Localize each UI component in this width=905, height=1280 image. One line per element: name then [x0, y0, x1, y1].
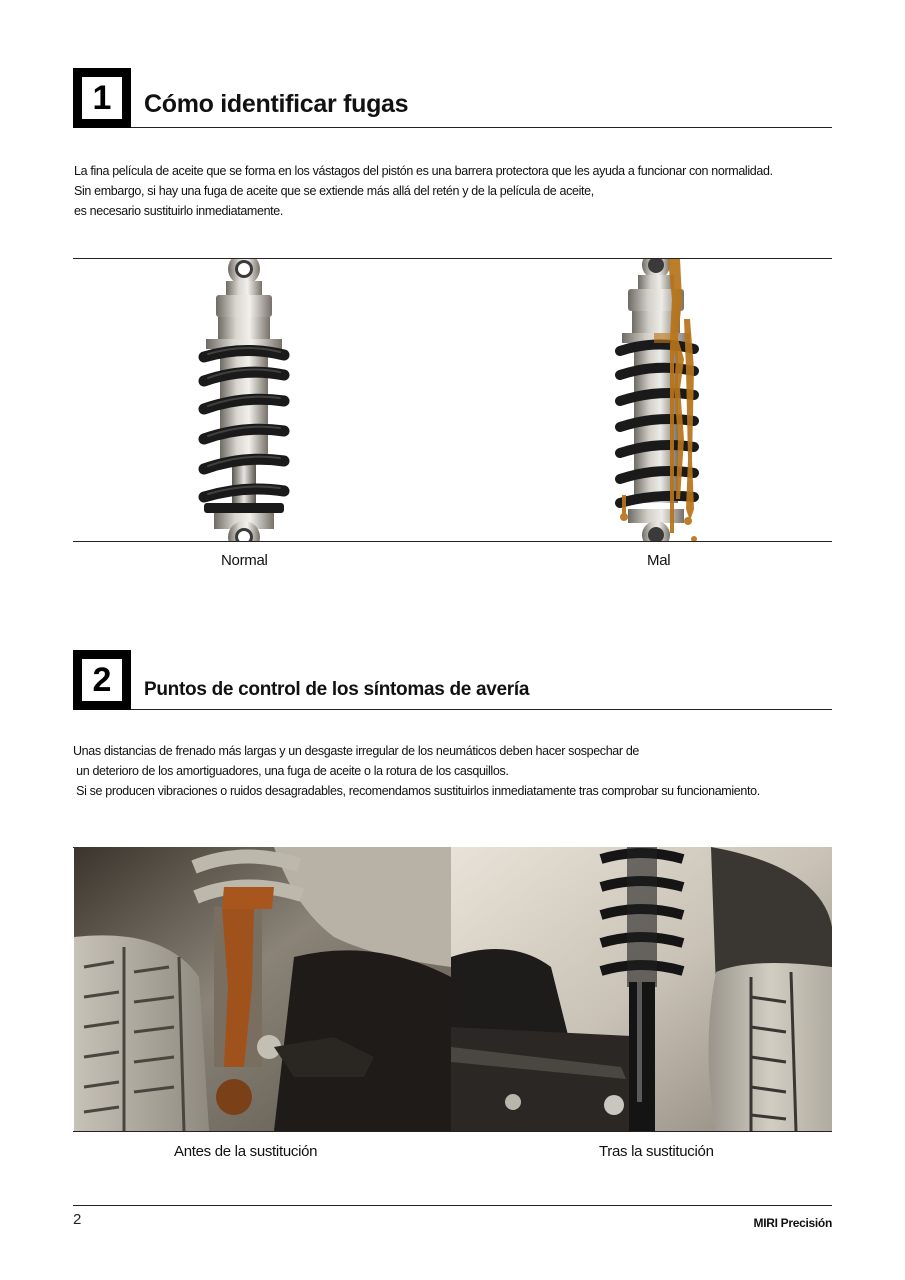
section-title: Cómo identificar fugas — [144, 90, 409, 118]
paragraph-line: es necesario sustituirlo inmediatamente. — [74, 204, 284, 218]
brand-name: MIRI Precisión — [753, 1216, 832, 1230]
paragraph-line: Unas distancias de frenado más largas y un desgaste irregular de los neumáticos deben hacer sospechar de — [73, 744, 640, 758]
figure-caption-normal: Normal — [221, 552, 268, 569]
section-1-header — [73, 68, 832, 128]
section-title: Puntos de control de los síntomas de avería — [144, 679, 530, 700]
figure-bottom-rule — [73, 541, 832, 542]
paragraph-line: Sin embargo, si hay una fuga de aceite que se extiende más allá del retén y de la película de aceite, — [74, 184, 594, 198]
paragraph-line: un deterioro de los amortiguadores, una fuga de aceite o la rotura de los casquillos. — [73, 764, 509, 778]
photo-bottom-rule — [73, 1131, 832, 1132]
section-2-paragraph — [73, 741, 760, 801]
figure-caption-after: Tras la sustitución — [599, 1143, 714, 1160]
section-2-header — [73, 650, 832, 710]
footer-rule — [73, 1205, 832, 1206]
paragraph-line: La fina película de aceite que se forma en los vástagos del pistón es una barrera protectora que les ayuda a funcionar con normalidad. — [74, 164, 773, 178]
paragraph-line: Si se producen vibraciones o ruidos desagradables, recomendamos sustituirlos inmediatamente tras comprobar su funcionamiento. — [73, 784, 760, 798]
shock-absorber-normal-image — [196, 259, 292, 541]
page-number: 2 — [73, 1211, 82, 1228]
section-number-badge — [73, 650, 131, 710]
figure-caption-bad: Mal — [647, 552, 671, 569]
section-number-badge — [73, 68, 131, 128]
section-number: 2 — [82, 659, 122, 701]
figure-caption-before: Antes de la sustitución — [174, 1143, 318, 1160]
section-1-paragraph — [74, 161, 773, 221]
shock-absorber-leaking-image — [614, 259, 704, 541]
section-number: 1 — [82, 77, 122, 119]
photo-after-replacement — [451, 847, 832, 1131]
figure-top-rule — [73, 258, 832, 259]
photo-before-replacement — [74, 847, 451, 1131]
